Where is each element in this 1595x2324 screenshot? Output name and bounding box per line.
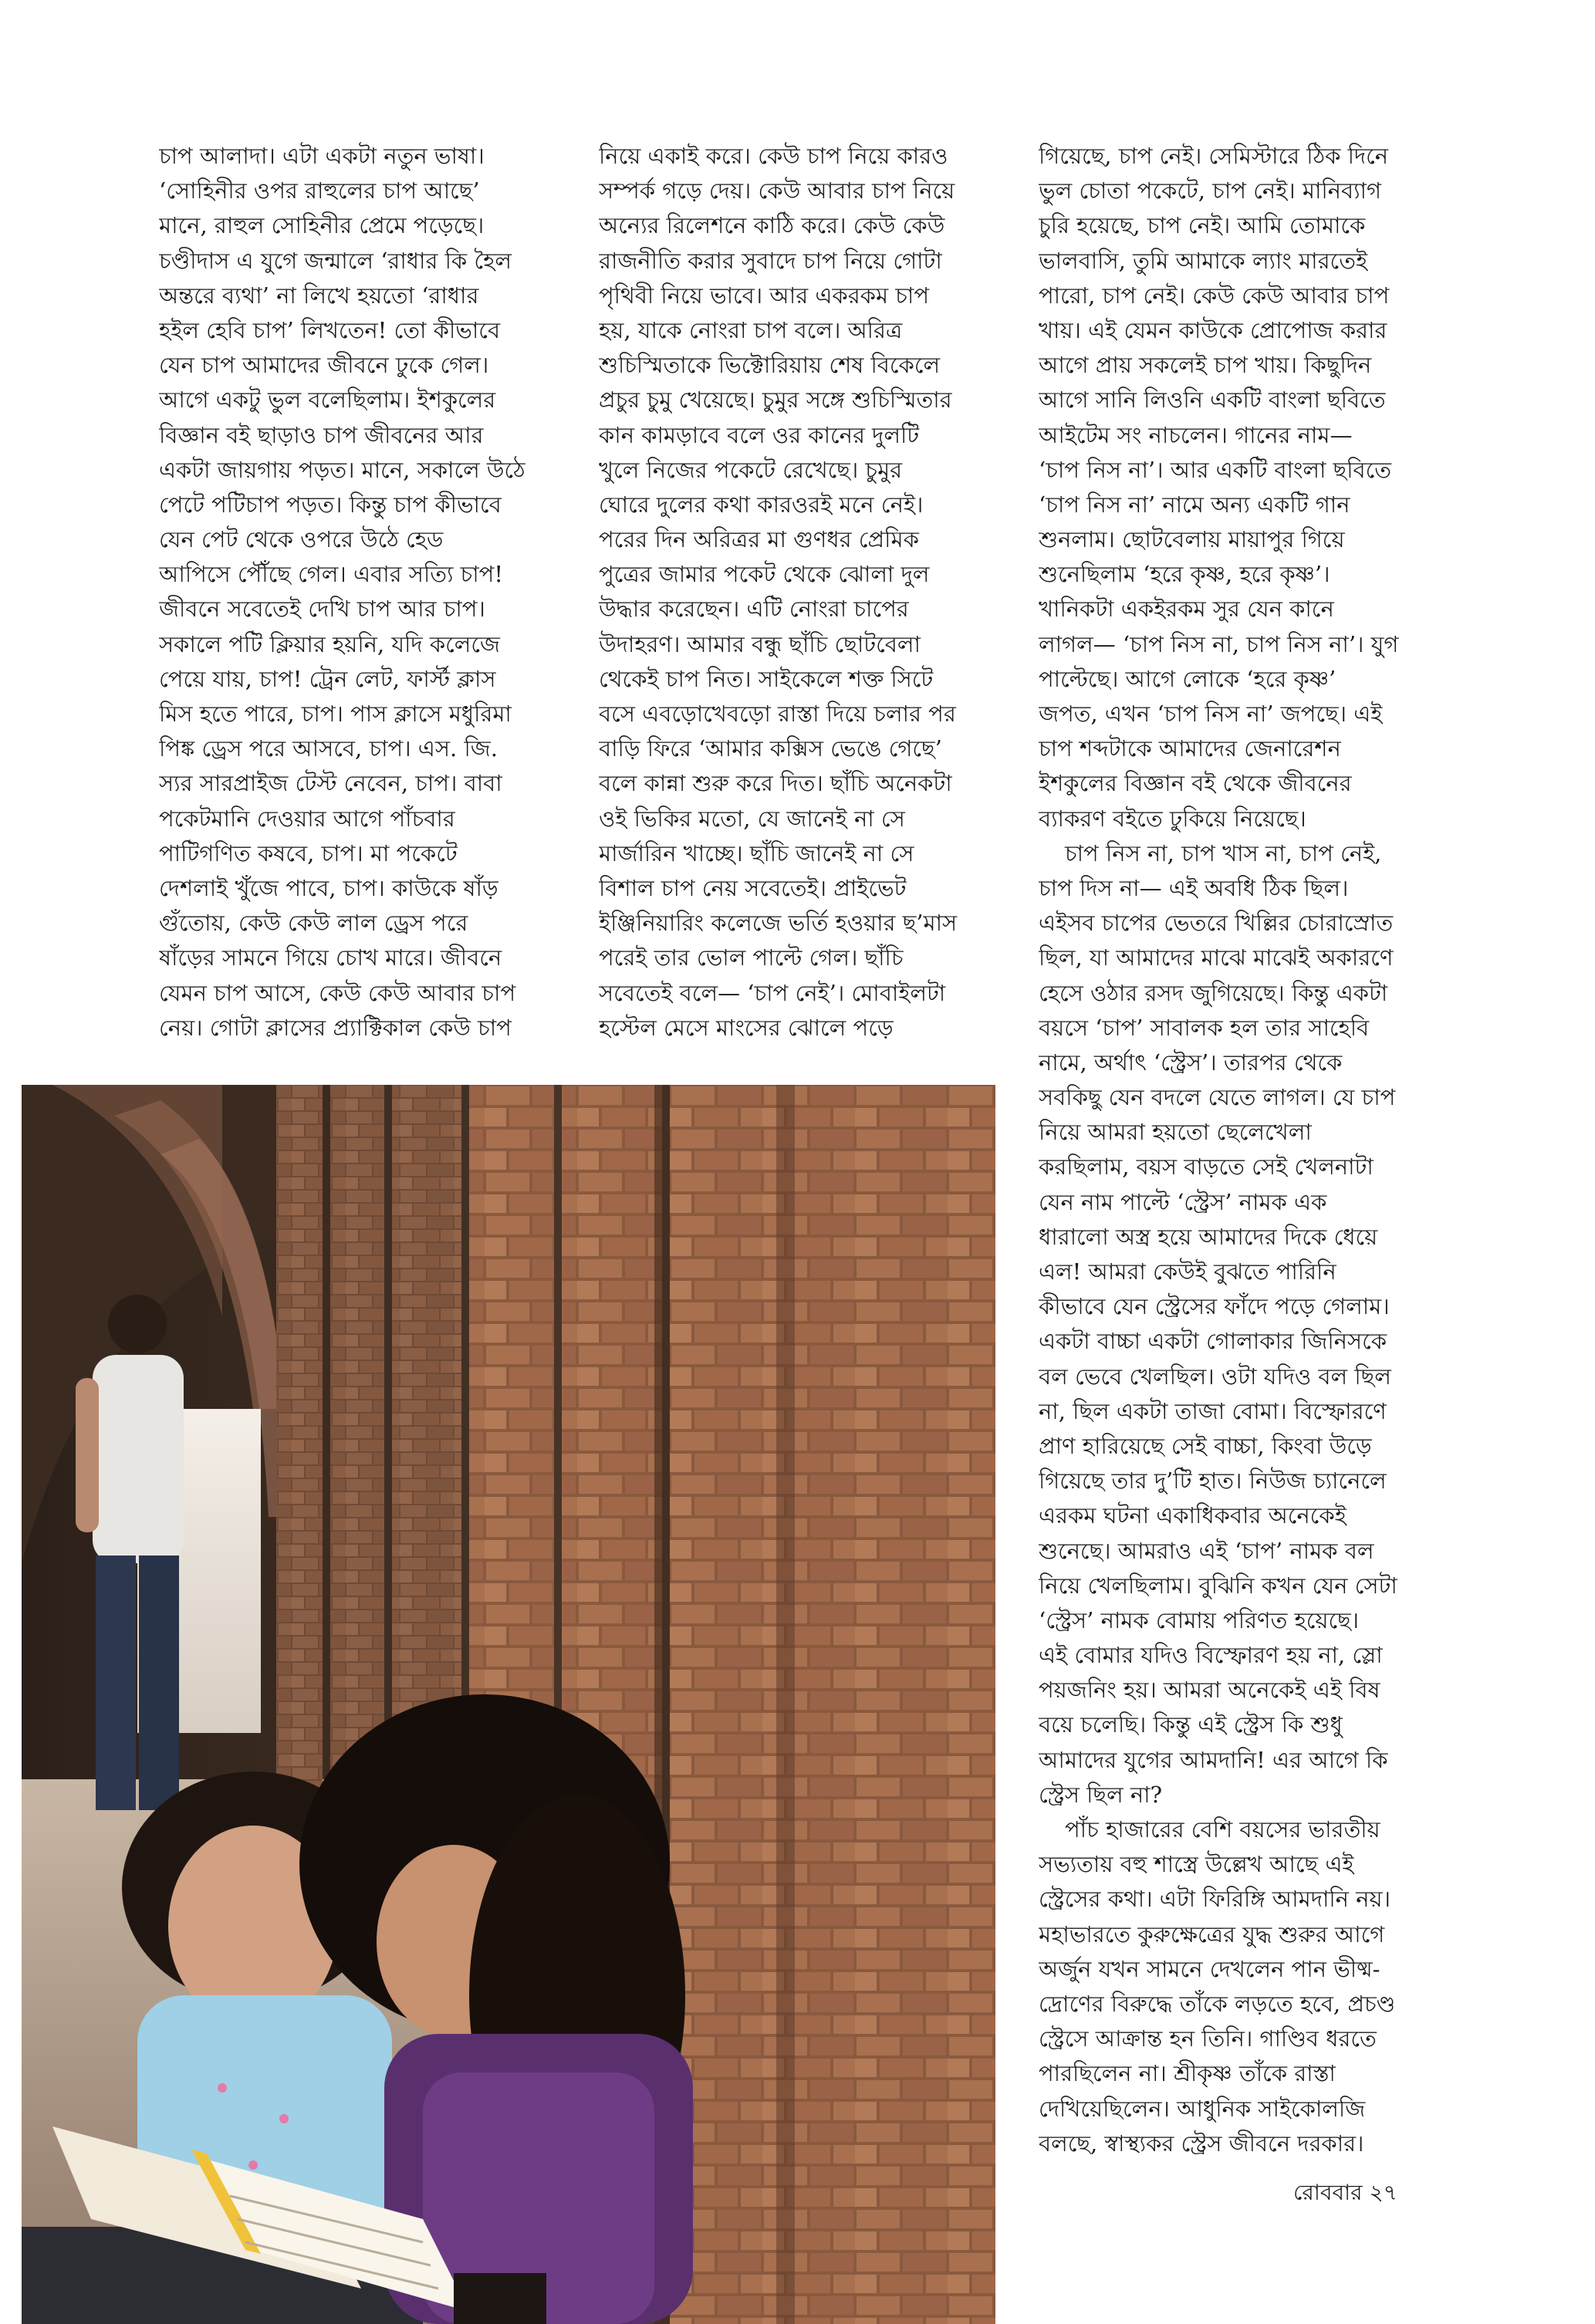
article-line: ঘোরে দুলের কথা কারওরই মনে নেই। xyxy=(599,491,924,518)
article-line: একটা বাচ্চা একটা গোলাকার জিনিসকে xyxy=(1039,1328,1387,1355)
page-footer: রোববার ২৭ xyxy=(1293,2180,1397,2205)
article-line: বয়সে ‘চাপ’ সাবালক হল তার সাহেবি xyxy=(1039,1014,1370,1041)
article-line: এরকম ঘটনা একাধিকবার অনেকেই xyxy=(1039,1502,1347,1529)
article-column-2 xyxy=(599,139,1000,1045)
article-line: দেশলাই খুঁজে পাবে, চাপ। কাউকে ষাঁড় xyxy=(159,874,498,901)
article-line: আগে প্রায় সকলেই চাপ খায়। কিছুদিন xyxy=(1039,352,1372,379)
article-line: পরেই তার ভোল পাল্টে গেল। ছাঁচি xyxy=(599,944,904,971)
article-line: এই বোমার যদিও বিস্ফোরণ হয় না, স্লো xyxy=(1039,1642,1383,1669)
article-line: স্যর সারপ্রাইজ টেস্ট নেবেন, চাপ। বাবা xyxy=(159,770,502,797)
article-line: পাঁচ হাজারের বেশি বয়সের ভারতীয় xyxy=(1065,1816,1380,1843)
article-line: সভ্যতায় বহু শাস্ত্রে উল্লেখ আছে এই xyxy=(1039,1851,1354,1878)
article-line: বলছে, স্বাস্থ্যকর স্ট্রেস জীবনে দরকার। xyxy=(1039,2130,1364,2157)
article-line: দ্রোণের বিরুদ্ধে তাঁকে লড়তে হবে, প্রচণ্ড xyxy=(1039,1990,1396,2017)
article-line: পকেটমানি দেওয়ার আগে পাঁচবার xyxy=(159,805,455,832)
article-line: ‘চাপ নিস না’। আর একটি বাংলা ছবিতে xyxy=(1039,456,1392,483)
article-line: খায়। এই যেমন কাউকে প্রোপোজ করার xyxy=(1039,316,1387,343)
article-line: ইঞ্জিনিয়ারিং কলেজে ভর্তি হওয়ার ছ’মাস xyxy=(599,910,958,937)
article-line: করছিলাম, বয়স বাড়তে সেই খেলনাটা xyxy=(1039,1154,1374,1181)
article-line: যেন নাম পাল্টে ‘স্ট্রেস’ নামক এক xyxy=(1039,1188,1327,1215)
article-line: নিয়ে আমরা হয়তো ছেলেখেলা xyxy=(1039,1119,1312,1146)
article-line: আপিসে পৌঁছে গেল। এবার সত্যি চাপ! xyxy=(159,561,504,588)
article-line: সবকিছু যেন বদলে যেতে লাগল। যে চাপ xyxy=(1039,1084,1396,1111)
article-line: নামে, অর্থাৎ ‘স্ট্রেস’। তারপর থেকে xyxy=(1039,1049,1343,1076)
article-line: পারছিলেন না। শ্রীকৃষ্ণ তাঁকে রাস্তা xyxy=(1039,2060,1336,2087)
article-line: সকালে পটি ক্লিয়ার হয়নি, যদি কলেজে xyxy=(159,630,500,657)
article-column-3 xyxy=(1039,139,1440,2161)
article-line: পাটিগণিত কষবে, চাপ। মা পকেটে xyxy=(159,839,458,866)
article-line: হস্টেল মেসে মাংসের ঝোলে পড়ে xyxy=(599,1014,894,1041)
article-line: মিস হতে পারে, চাপ। পাস ক্লাসে মধুরিমা xyxy=(159,701,512,727)
article-line: সম্পর্ক গড়ে দেয়। কেউ আবার চাপ নিয়ে xyxy=(599,177,955,204)
article-line: শুনলাম। ছোটবেলায় মায়াপুর গিয়ে xyxy=(1039,526,1345,553)
article-line: পিঙ্ক ড্রেস পরে আসবে, চাপ। এস. জি. xyxy=(159,735,498,762)
article-line: মহাভারতে কুরুক্ষেত্রের যুদ্ধ শুরুর আগে xyxy=(1039,1920,1385,1947)
article-line: চাপ নিস না, চাপ খাস না, চাপ নেই, xyxy=(1065,839,1382,866)
article-line: যেমন চাপ আসে, কেউ কেউ আবার চাপ xyxy=(159,979,516,1006)
article-line: স্ট্রেস ছিল না? xyxy=(1039,1781,1163,1808)
article-line: পেয়ে যায়, চাপ! ট্রেন লেট, ফার্স্ট ক্লাস xyxy=(159,665,496,692)
article-line: হয়, যাকে নোংরা চাপ বলে। অরিত্র xyxy=(599,316,903,343)
article-line: বাড়ি ফিরে ‘আমার কক্সিস ভেঙে গেছে’ xyxy=(599,735,942,762)
article-line: আমাদের যুগের আমদানি! এর আগে কি xyxy=(1039,1746,1388,1773)
article-line: নিয়ে খেলছিলাম। বুঝিনি কখন যেন সেটা xyxy=(1039,1572,1397,1599)
article-line: নিয়ে একাই করে। কেউ চাপ নিয়ে কারও xyxy=(599,143,948,169)
article-line: বলে কান্না শুরু করে দিত। ছাঁচি অনেকটা xyxy=(599,770,952,797)
article-line: শুনেছে। আমরাও এই ‘চাপ’ নামক বল xyxy=(1039,1537,1374,1564)
article-line: বিশাল চাপ নেয় সবেতেই। প্রাইভেট xyxy=(599,874,907,901)
article-line: চণ্ডীদাস এ যুগে জন্মালে ‘রাধার কি হৈল xyxy=(159,247,512,274)
article-line: না, ছিল একটা তাজা বোমা। বিস্ফোরণে xyxy=(1039,1397,1387,1424)
article-line: যেন পেট থেকে ওপরে উঠে হেড xyxy=(159,526,444,553)
article-line: সবেতেই বলে— ‘চাপ নেই’। মোবাইলটা xyxy=(599,979,946,1006)
article-line: লাগল— ‘চাপ নিস না, চাপ নিস না’। যুগ xyxy=(1039,630,1399,657)
article-line: অর্জুন যখন সামনে দেখলেন পান ভীষ্ম- xyxy=(1039,1955,1380,1982)
article-line: রাজনীতি করার সুবাদে চাপ নিয়ে গোটা xyxy=(599,247,942,274)
article-line: চুরি হয়েছে, চাপ নেই। আমি তোমাকে xyxy=(1039,212,1366,239)
article-line: পৃথিবী নিয়ে ভাবে। আর একরকম চাপ xyxy=(599,282,930,309)
article-line: গিয়েছে, চাপ নেই। সেমিস্টারে ঠিক দিনে xyxy=(1039,143,1389,169)
article-line: ‘সোহিনীর ওপর রাহুলের চাপ আছে’ xyxy=(159,177,480,204)
article-line: থেকেই চাপ নিত। সাইকেলে শক্ত সিটে xyxy=(599,665,934,692)
article-line: প্রচুর চুমু খেয়েছে। চুমুর সঙ্গে শুচিস্মিতার xyxy=(599,387,952,414)
article-line: বয়ে চলেছি। কিন্তু এই স্ট্রেস কি শুধু xyxy=(1039,1711,1343,1738)
article-line: স্ট্রেসের কথা। এটা ফিরিঙ্গি আমদানি নয়। xyxy=(1039,1886,1391,1913)
article-line: প্রাণ হারিয়েছে সেই বাচ্চা, কিংবা উড়ে xyxy=(1039,1432,1372,1459)
article-line: এইসব চাপের ভেতরে খিল্লির চোরাস্রোত xyxy=(1039,910,1394,937)
article-line: পুত্রের জামার পকেট থেকে ঝোলা দুল xyxy=(599,561,930,588)
article-line: আইটেম সং নাচলেন। গানের নাম— xyxy=(1039,421,1353,448)
article-line: বিজ্ঞান বই ছাড়াও চাপ জীবনের আর xyxy=(159,421,484,448)
article-line: জীবনে সবেতেই দেখি চাপ আর চাপ। xyxy=(159,596,485,623)
article-line: খানিকটা একইরকম সুর যেন কানে xyxy=(1039,596,1334,623)
article-line: পারো, চাপ নেই। কেউ কেউ আবার চাপ xyxy=(1039,282,1390,309)
article-line: ‘স্ট্রেস’ নামক বোমায় পরিণত হয়েছে। xyxy=(1039,1606,1360,1633)
article-line: উদ্ধার করেছেন। এটি নোংরা চাপের xyxy=(599,596,909,623)
article-line: ষাঁড়ের সামনে গিয়ে চোখ মারে। জীবনে xyxy=(159,944,502,971)
article-line: একটা জায়গায় পড়ত। মানে, সকালে উঠে xyxy=(159,456,525,483)
article-line: বল ভেবে খেলছিল। ওটা যদিও বল ছিল xyxy=(1039,1363,1391,1390)
article-line: পরের দিন অরিত্রর মা গুণধর প্রেমিক xyxy=(599,526,919,553)
article-line: গিয়েছে তার দু’টি হাত। নিউজ চ্যানেলে xyxy=(1039,1468,1387,1495)
article-line: কান কামড়াবে বলে ওর কানের দুলটি xyxy=(599,421,920,448)
article-line: হইল হেবি চাপ’ লিখতেন! তো কীভাবে xyxy=(159,316,501,343)
article-line: শুচিস্মিতাকে ভিক্টোরিয়ায় শেষ বিকেলে xyxy=(599,352,941,379)
article-line: উদাহরণ। আমার বন্ধু ছাঁচি ছোটবেলা xyxy=(599,630,921,657)
article-line: ছিল, যা আমাদের মাঝে মাঝেই অকারণে xyxy=(1039,944,1394,971)
article-photo xyxy=(22,1085,995,2324)
article-line: মানে, রাহুল সোহিনীর প্রেমে পড়েছে। xyxy=(159,212,485,239)
article-line: গুঁতোয়, কেউ কেউ লাল ড্রেস পরে xyxy=(159,910,468,937)
article-line: নেয়। গোটা ক্লাসের প্র্যাক্টিকাল কেউ চাপ xyxy=(159,1014,512,1041)
article-line: ভালবাসি, তুমি আমাকে ল্যাং মারতেই xyxy=(1039,247,1368,274)
article-line: স্ট্রেসে আক্রান্ত হন তিনি। গাণ্ডিব ধরতে xyxy=(1039,2025,1377,2052)
article-line: ওই ভিকির মতো, যে জানেই না সে xyxy=(599,805,905,832)
article-line: অন্তরে ব্যথা’ না লিখে হয়তো ‘রাধার xyxy=(159,282,479,309)
article-line: ইশকুলের বিজ্ঞান বই থেকে জীবনের xyxy=(1039,770,1352,797)
article-line: অন্যের রিলেশনে কাঠি করে। কেউ কেউ xyxy=(599,212,945,239)
article-line: ধারালো অস্ত্র হয়ে আমাদের দিকে ধেয়ে xyxy=(1039,1223,1378,1250)
article-line: হেসে ওঠার রসদ জুগিয়েছে। কিন্তু একটা xyxy=(1039,979,1388,1006)
article-line: যেন চাপ আমাদের জীবনে ঢুকে গেল। xyxy=(159,352,489,379)
article-line: খুলে নিজের পকেটে রেখেছে। চুমুর xyxy=(599,456,903,483)
article-line: কীভাবে যেন স্ট্রেসের ফাঁদে পড়ে গেলাম। xyxy=(1039,1293,1390,1320)
article-line: বসে এবড়োখেবড়ো রাস্তা দিয়ে চলার পর xyxy=(599,701,956,727)
article-line: ব্যাকরণ বইতে ঢুকিয়ে নিয়েছে। xyxy=(1039,805,1306,832)
article-column-1 xyxy=(159,139,560,1045)
article-line: শুনেছিলাম ‘হরে কৃষ্ণ, হরে কৃষ্ণ’। xyxy=(1039,561,1330,588)
article-line: ‘চাপ নিস না’ নামে অন্য একটি গান xyxy=(1039,491,1350,518)
article-line: পয়জনিং হয়। আমরা অনেকেই এই বিষ xyxy=(1039,1677,1380,1704)
article-line: চাপ আলাদা। এটা একটা নতুন ভাষা। xyxy=(159,143,485,169)
article-line: আগে সানি লিওনি একটি বাংলা ছবিতে xyxy=(1039,387,1386,414)
article-line: মার্জারিন খাচ্ছে। ছাঁচি জানেই না সে xyxy=(599,839,914,866)
article-line: এল! আমরা কেউই বুঝতে পারিনি xyxy=(1039,1258,1336,1285)
article-line: আগে একটু ভুল বলেছিলাম। ইশকুলের xyxy=(159,387,496,414)
article-line: চাপ দিস না— এই অবধি ঠিক ছিল। xyxy=(1039,874,1349,901)
article-line: পাল্টেছে। আগে লোকে ‘হরে কৃষ্ণ’ xyxy=(1039,665,1336,692)
article-line: পেটে পটিচাপ পড়ত। কিন্তু চাপ কীভাবে xyxy=(159,491,502,518)
article-line: দেখিয়েছিলেন। আধুনিক সাইকোলজি xyxy=(1039,2095,1366,2122)
article-line: চাপ শব্দটাকে আমাদের জেনারেশন xyxy=(1039,735,1341,762)
article-line: ভুল চোতা পকেটে, চাপ নেই। মানিব্যাগ xyxy=(1039,177,1381,204)
article-line: জপত, এখন ‘চাপ নিস না’ জপছে। এই xyxy=(1039,701,1383,727)
